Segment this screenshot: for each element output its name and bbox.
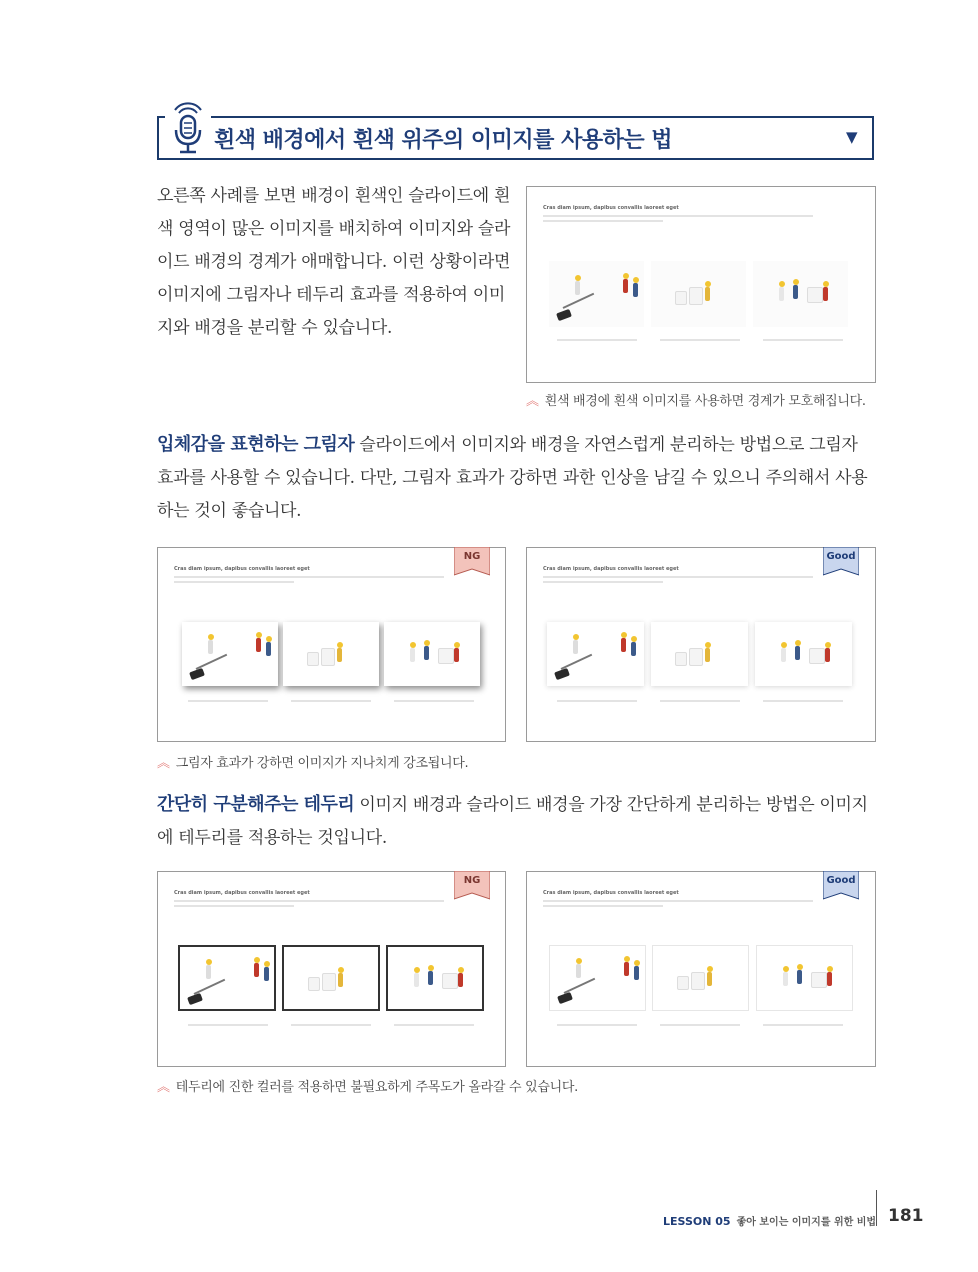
chevron-up-icon: ︽ bbox=[157, 756, 170, 771]
caption-plain: ︽ 흰색 배경에 흰색 이미지를 사용하면 경계가 모호해집니다. bbox=[526, 394, 866, 409]
shadow-paragraph: 입체감을 표현하는 그림자 슬라이드에서 이미지와 배경을 자연스럽게 분리하는 방법으로 그림자 효과를 사용할 수 있습니다. 다만, 그림자 효과가 강하면 과한 인상을 남길 수 있으니 주의해서 사용하는 것이 좋습니다. bbox=[157, 434, 868, 521]
footer-lesson-title: 좋아 보이는 이미지를 위한 비법 bbox=[736, 1217, 877, 1228]
page-number: 181 bbox=[888, 1206, 924, 1226]
intro-paragraph: 오른쪽 사례를 보면 배경이 흰색인 슬라이드에 흰색 영역이 많은 이미지를 배치하여 이미지와 슬라이드 배경의 경계가 애매합니다. 이런 상황이라면 이미지에 그림자나 테두리 효과를 적용하여 이미지와 배경을 분리할 수 있습니다. bbox=[157, 186, 511, 338]
slide-example-plain bbox=[526, 186, 876, 383]
photo-figures-cable bbox=[178, 945, 276, 1011]
photo-figure-airpods bbox=[652, 945, 749, 1011]
photo-figure-airpods bbox=[651, 622, 748, 686]
section-title: 흰색 배경에서 흰색 위주의 이미지를 사용하는 법 bbox=[214, 128, 672, 153]
slide-ng-border: Cras diam ipsum, dapibus convallis laoreet eget NG bbox=[157, 871, 506, 1067]
photo-figures-case bbox=[753, 261, 848, 327]
shadow-heading: 입체감을 표현하는 그림자 bbox=[157, 434, 355, 455]
photo-figures-case bbox=[755, 622, 852, 686]
triangle-down-icon[interactable]: ▼ bbox=[846, 128, 858, 146]
photo-figure-airpods bbox=[283, 622, 379, 686]
footer-divider bbox=[876, 1190, 877, 1226]
border-heading: 간단히 구분해주는 테두리 bbox=[157, 794, 355, 815]
photo-figures-cable bbox=[547, 622, 644, 686]
photo-figures-cable bbox=[549, 261, 644, 327]
border-paragraph: 간단히 구분해주는 테두리 이미지 배경과 슬라이드 배경을 가장 간단하게 분리하는 방법은 이미지에 테두리를 적용하는 것입니다. bbox=[157, 794, 868, 848]
footer-lesson: LESSON 05 좋아 보이는 이미지를 위한 비법 bbox=[663, 1215, 877, 1228]
slide-ng-shadow: Cras diam ipsum, dapibus convallis laoreet eget NG bbox=[157, 547, 506, 742]
photo-figures-cable bbox=[182, 622, 278, 686]
photo-figures-cable bbox=[549, 945, 646, 1011]
ng-badge: NG bbox=[454, 547, 490, 577]
ng-badge: NG bbox=[454, 871, 490, 901]
caption-shadow: ︽ 그림자 효과가 강하면 이미지가 지나치게 강조됩니다. bbox=[157, 756, 469, 771]
slide-good-border: Cras diam ipsum, dapibus convallis laoreet eget Good bbox=[526, 871, 876, 1067]
slide-good-shadow: Cras diam ipsum, dapibus convallis laoreet eget Good bbox=[526, 547, 876, 742]
photo-figure-airpods bbox=[651, 261, 746, 327]
good-badge: Good bbox=[823, 547, 859, 577]
chevron-up-icon: ︽ bbox=[526, 394, 539, 409]
chevron-up-icon: ︽ bbox=[157, 1080, 170, 1095]
photo-figures-case bbox=[756, 945, 853, 1011]
slide-title: Cras diam ipsum, dapibus convallis laoreet eget bbox=[543, 205, 679, 211]
photo-figures-case bbox=[386, 945, 484, 1011]
good-badge: Good bbox=[823, 871, 859, 901]
caption-border: ︽ 테두리에 진한 컬러를 적용하면 불필요하게 주목도가 올라갈 수 있습니다. bbox=[157, 1080, 578, 1095]
microphone-icon bbox=[165, 98, 211, 158]
photo-figure-airpods bbox=[282, 945, 380, 1011]
photo-figures-case bbox=[384, 622, 480, 686]
